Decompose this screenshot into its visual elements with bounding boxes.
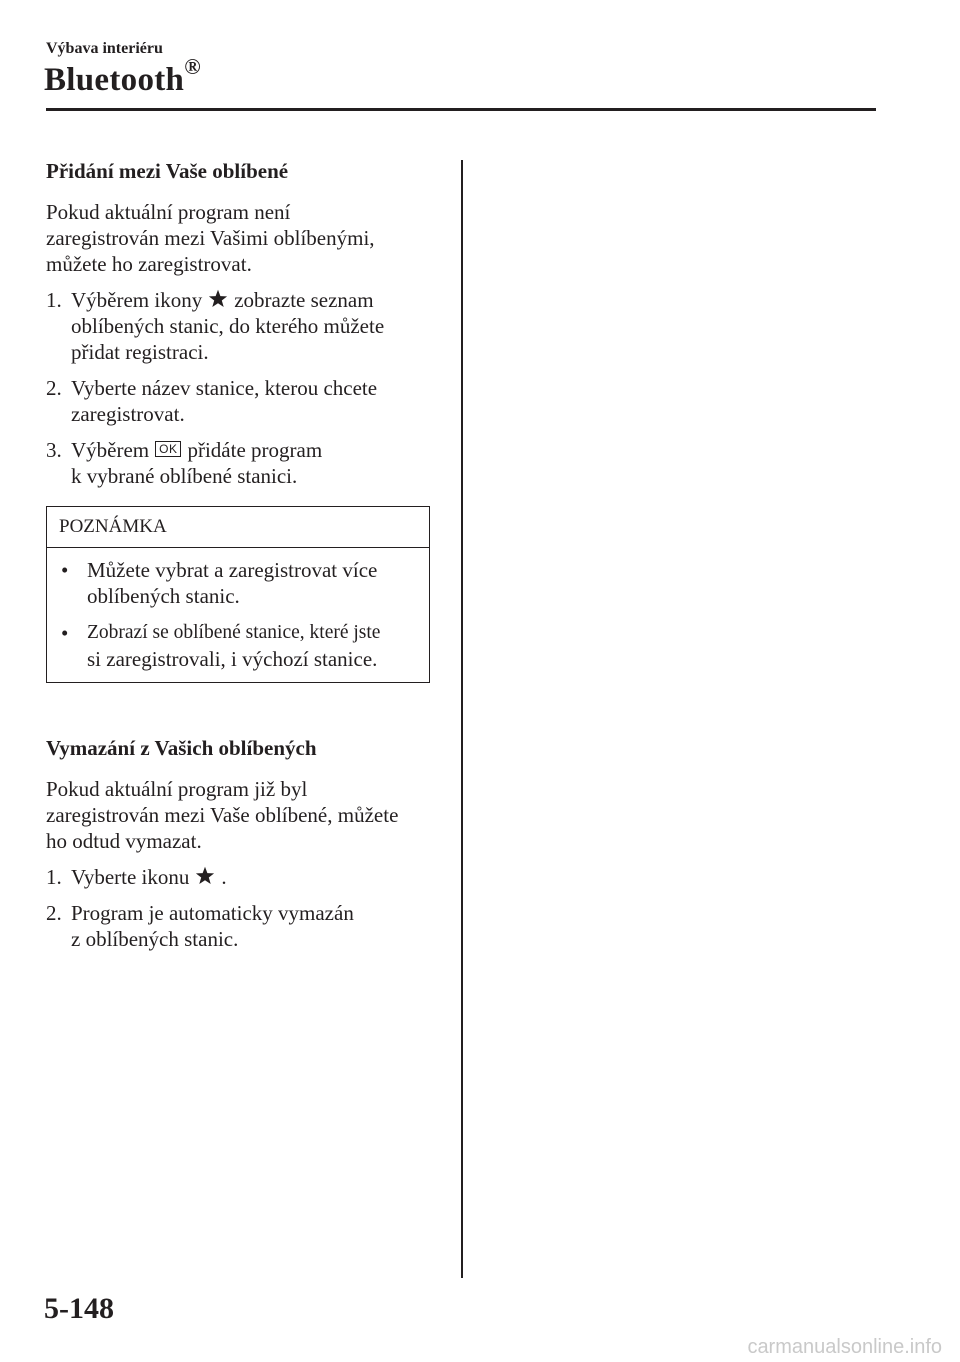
step-line: Program je automaticky vymazán [71,901,354,925]
remove-favourites-section [46,735,438,952]
note-line: oblíbených stanic. [87,584,240,608]
add-favourites-heading: Přidání mezi Vaše oblíbené [46,159,289,183]
header-rule [46,108,876,111]
star-icon [208,289,228,308]
step-number: 2. [46,376,62,400]
remove-step-2 [46,900,438,952]
add-step-1 [46,287,438,365]
add-favourites-section [46,158,438,489]
step-number: 2. [46,901,62,925]
add-intro-line-1: Pokud aktuální program není [46,200,291,224]
remove-favourites-heading: Vymazání z Vašich oblíbených [46,736,317,760]
step-text: Výběrem [71,438,150,462]
step-line: z oblíbených stanic. [71,927,239,951]
add-step-3 [46,437,438,489]
step-text-after: . [221,865,227,889]
remove-intro-line-1: Pokud aktuální program již byl [46,777,308,801]
step-line: přidat registraci. [71,340,209,364]
ok-button-icon: OK [155,441,181,457]
step-number: 1. [46,288,62,312]
remove-step-1 [46,864,438,890]
section-label: Výbava interiéru [46,40,163,57]
step-line: oblíbených stanic, do kterého můžete [71,314,385,338]
step-line: k vybrané oblíbené stanici. [71,464,298,488]
step-text: Výběrem ikony [71,288,203,312]
step-line: zaregistrovat. [71,402,185,426]
note-item-1 [47,557,429,609]
column-divider [461,160,463,1278]
add-step-2 [46,375,438,427]
note-line: Můžete vybrat a zaregistrovat více [87,558,378,582]
chapter-title-text: Bluetooth [44,62,185,98]
remove-intro-line-3: ho odtud vymazat. [46,829,202,853]
star-icon [195,866,215,885]
step-text: Vyberte ikonu [71,865,190,889]
step-line: Vyberte název stanice, kterou chcete [71,376,378,400]
add-intro-line-2: zaregistrován mezi Vašimi oblíbenými, [46,226,375,250]
step-number: 1. [46,865,62,889]
note-line: si zaregistrovali, i výchozí stanice. [87,647,378,671]
step-text-after: zobrazte seznam [234,288,374,312]
chapter-title [44,54,201,99]
step-text-after: přidáte program [187,438,323,462]
note-item-2 [47,620,429,672]
note-title: POZNÁMKA [47,507,429,548]
note-box [46,506,430,683]
step-number: 3. [46,438,62,462]
note-line: Zobrazí se oblíbené stanice, které jste [87,622,381,643]
bullet-icon: • [61,558,69,582]
add-intro-line-3: můžete ho zaregistrovat. [46,252,252,276]
registered-mark: ® [184,54,201,79]
page-number: 5-148 [44,1292,114,1325]
bullet-icon: • [61,621,69,645]
watermark: carmanualsonline.info [747,1336,942,1358]
remove-intro-line-2: zaregistrován mezi Vaše oblíbené, můžete [46,803,399,827]
